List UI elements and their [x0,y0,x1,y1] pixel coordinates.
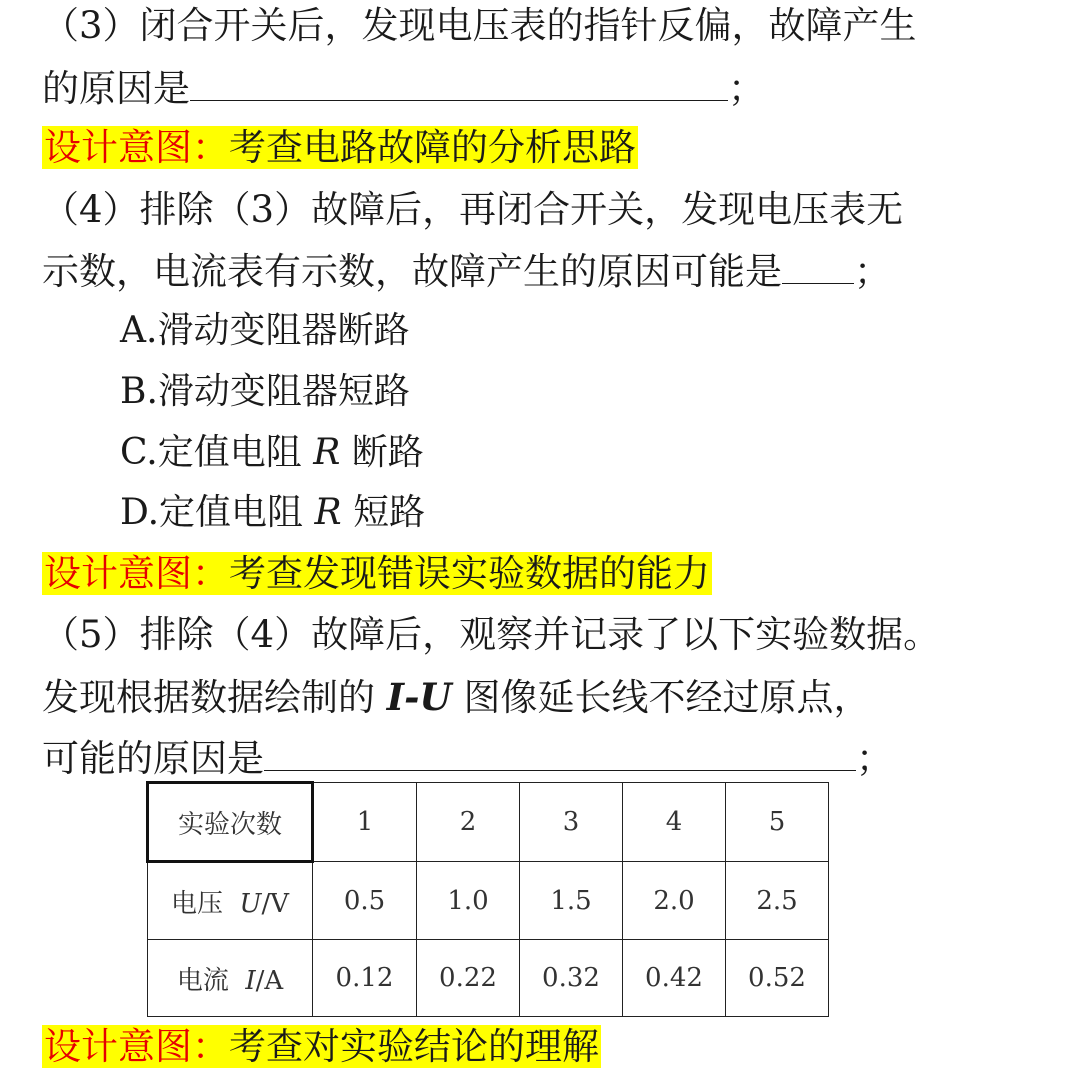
table-cell: 0.12 [313,940,417,1017]
option-letter: C. [120,432,158,473]
table-cell: 1.5 [520,862,623,940]
table-cell: 0.52 [726,940,829,1017]
q4-option-c[interactable] [120,423,424,483]
table-row [148,783,829,862]
table-cell: 5 [726,783,829,862]
q4-answer-blank[interactable] [782,241,854,284]
row-header-name: 电流 [176,965,229,996]
table-cell: 0.5 [313,862,417,940]
row-header-voltage [148,862,313,940]
experiment-data-table [146,781,829,1017]
q5-line3-prefix: 可能的原因是 [42,737,264,780]
option-text: 定值电阻 [157,432,302,473]
table-row [148,862,829,940]
table-cell: 2.5 [726,862,829,940]
q3-line2 [42,58,765,119]
q4-line2-suffix: ； [854,250,891,293]
table-cell: 1.0 [417,862,520,940]
table-cell: 0.22 [417,940,520,1017]
design-intent-1 [42,118,638,178]
option-text: 滑动变阻器断路 [157,310,410,351]
design-intent-2-label: 设计意图： [44,552,229,595]
table-row [148,940,829,1017]
design-intent-3-text: 考查对实验结论的理解 [229,1025,599,1068]
table-cell: 0.42 [623,940,726,1017]
table-cell: 4 [623,783,726,862]
design-intent-3-highlight [42,1025,601,1068]
q5-line3-suffix: ； [856,737,893,780]
option-text-suffix: 短路 [353,492,426,533]
design-intent-1-label: 设计意图： [44,126,229,169]
table-header-label: 实验次数 [148,783,313,862]
resistor-symbol: R [313,432,341,473]
table-cell: 0.32 [520,940,623,1017]
design-intent-1-highlight [42,126,638,169]
q4-line1: （4）排除（3）故障后，再闭合开关，发现电压表无 [42,188,904,231]
q5-line1: （5）排除（4）故障后，观察并记录了以下实验数据。 [42,613,941,656]
table-cell: 2.0 [623,862,726,940]
option-text: 滑动变阻器短路 [157,371,410,412]
q4-option-a[interactable] [120,301,409,361]
resistor-symbol: R [314,492,342,533]
q5-line2 [42,667,870,728]
q5-line3 [42,728,893,789]
option-text: 定值电阻 [159,492,304,533]
q3-answer-blank[interactable] [190,58,728,101]
design-intent-1-text: 考查电路故障的分析思路 [229,126,636,169]
q4-line2-prefix: 示数，电流表有示数，故障产生的原因可能是 [42,250,782,293]
design-intent-2-text: 考查发现错误实验数据的能力 [229,552,710,595]
q5-line2-pre: 发现根据数据绘制的 [42,676,375,719]
table-cell: 1 [313,783,417,862]
design-intent-3-label: 设计意图： [44,1025,229,1068]
q3-line2-prefix: 的原因是 [42,67,190,110]
row-header-unit: /A [255,965,284,996]
table-cell: 2 [417,783,520,862]
row-header-unit: /V [261,888,289,919]
option-text-suffix: 断路 [351,432,424,473]
design-intent-2 [42,544,712,604]
q4-option-b[interactable] [120,362,410,422]
design-intent-3 [42,1017,601,1077]
q3-line2-suffix: ； [728,67,765,110]
option-letter: D. [120,492,160,533]
q5-line2-post: 图像延长线不经过原点， [463,676,871,719]
row-header-name: 电压 [170,888,223,919]
row-header-var: U [239,888,262,919]
row-header-var: I [245,965,256,996]
table-cell: 3 [520,783,623,862]
q4-option-d[interactable] [120,483,425,543]
option-letter: A. [120,310,158,351]
q4-line2 [42,241,891,302]
row-header-current [148,940,313,1017]
option-letter: B. [120,371,158,412]
q3-line1: （3）闭合开关后，发现电压表的指针反偏，故障产生 [42,4,917,47]
design-intent-2-highlight [42,552,712,595]
iu-symbol: I-U [386,675,452,719]
q5-answer-blank[interactable] [264,728,856,771]
